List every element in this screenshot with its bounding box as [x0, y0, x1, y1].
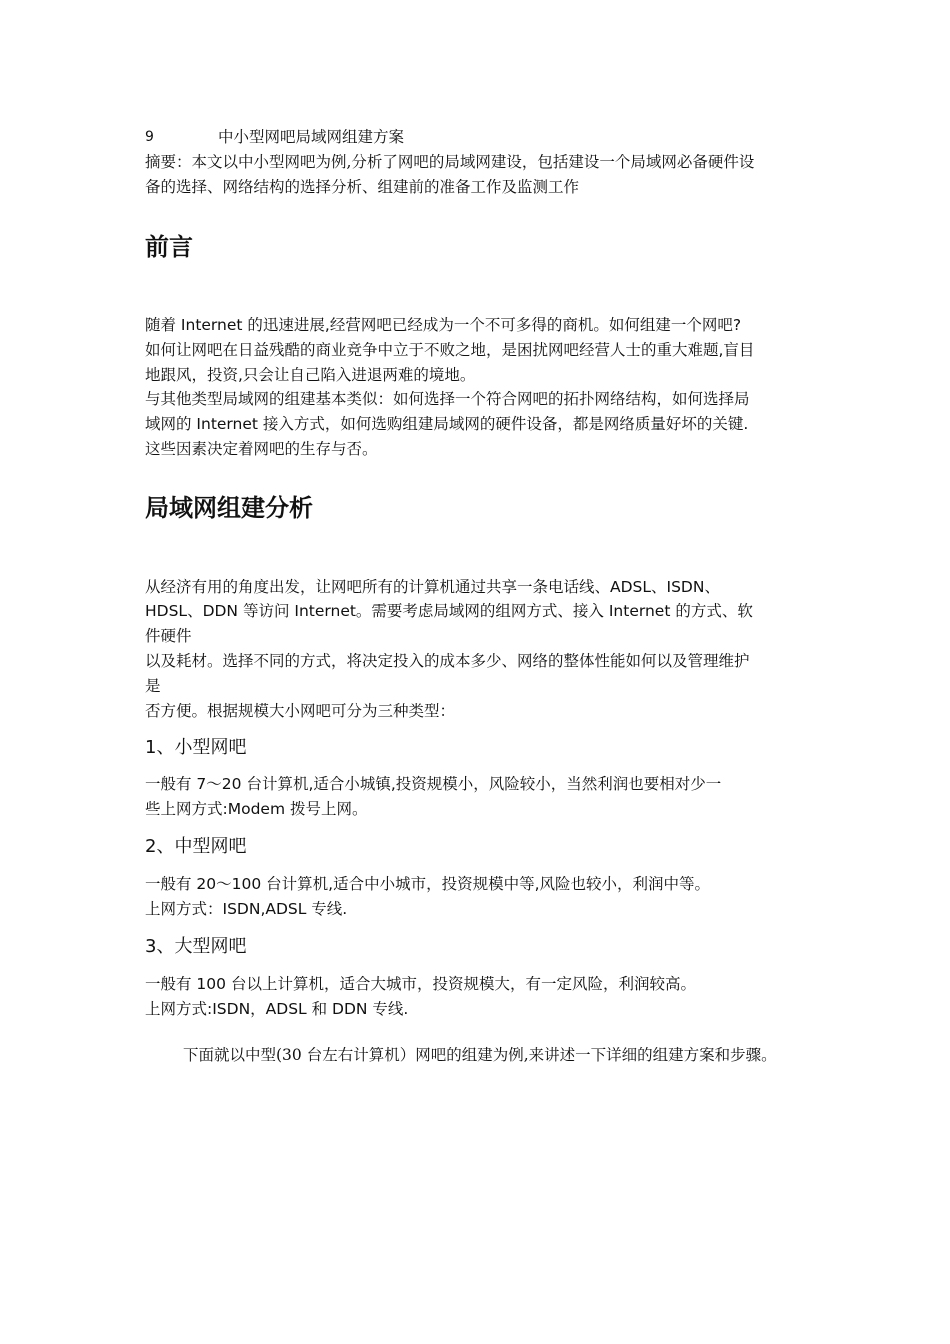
- section-number: 9: [145, 129, 154, 145]
- type-description-line: 些上网方式:Modem 拨号上网。: [145, 800, 368, 818]
- paragraph-line: 域网的 Internet 接入方式，如何选购组建局域网的硬件设备，都是网络质量好坏的关键.: [145, 415, 749, 433]
- closing-line: 下面就以中型(30 台左右计算机）网吧的组建为例,来讲述一下详细的组建方案和步骤。: [183, 1046, 777, 1064]
- paragraph-line: 地跟风，投资,只会让自己陷入进退两难的境地。: [145, 366, 476, 384]
- type-heading-small: 1、小型网吧: [145, 737, 247, 758]
- document-title: 中小型网吧局域网组建方案: [218, 128, 405, 146]
- type-description-line: 上网方式:ISDN，ADSL 和 DDN 专线.: [145, 1000, 409, 1018]
- abstract-line: 摘要：本文以中小型网吧为例,分析了网吧的局域网建设，包括建设一个局域网必备硬件设: [145, 153, 755, 171]
- section-heading-preface: 前言: [145, 233, 193, 261]
- type-description-line: 一般有 20～100 台计算机,适合中小城市，投资规模中等,风险也较小，利润中等。: [145, 875, 711, 893]
- paragraph-line: 件硬件: [145, 627, 192, 645]
- type-description-line: 一般有 100 台以上计算机，适合大城市，投资规模大，有一定风险，利润较高。: [145, 975, 696, 993]
- paragraph-line: 与其他类型局域网的组建基本类似：如何选择一个符合网吧的拓扑网络结构，如何选择局: [145, 390, 750, 408]
- section-heading-lan-analysis: 局域网组建分析: [145, 494, 313, 522]
- abstract-line: 备的选择、网络结构的选择分析、组建前的准备工作及监测工作: [145, 178, 580, 196]
- type-description-line: 上网方式：ISDN,ADSL 专线.: [145, 900, 348, 918]
- paragraph-line: 随着 Internet 的迅速进展,经营网吧已经成为一个不可多得的商机。如何组建一个网吧?: [145, 316, 742, 334]
- paragraph-line: 否方便。根据规模大小网吧可分为三种类型：: [145, 702, 456, 720]
- paragraph-line: 如何让网吧在日益残酷的商业竞争中立于不败之地，是困扰网吧经营人士的重大难题,盲目: [145, 341, 755, 359]
- paragraph-line: 以及耗材。选择不同的方式，将决定投入的成本多少、网络的整体性能如何以及管理维护: [145, 652, 750, 670]
- paragraph-line: 是: [145, 677, 161, 695]
- paragraph-line: HDSL、DDN 等访问 Internet。需要考虑局域网的组网方式、接入 Internet 的方式、软: [145, 602, 753, 620]
- type-description-line: 一般有 7～20 台计算机,适合小城镇,投资规模小，风险较小，当然利润也要相对少一: [145, 775, 722, 793]
- type-heading-large: 3、大型网吧: [145, 936, 247, 957]
- paragraph-line: 从经济有用的角度出发，让网吧所有的计算机通过共享一条电话线、ADSL、ISDN、: [145, 578, 720, 596]
- type-heading-medium: 2、中型网吧: [145, 836, 247, 857]
- paragraph-line: 这些因素决定着网吧的生存与否。: [145, 440, 378, 458]
